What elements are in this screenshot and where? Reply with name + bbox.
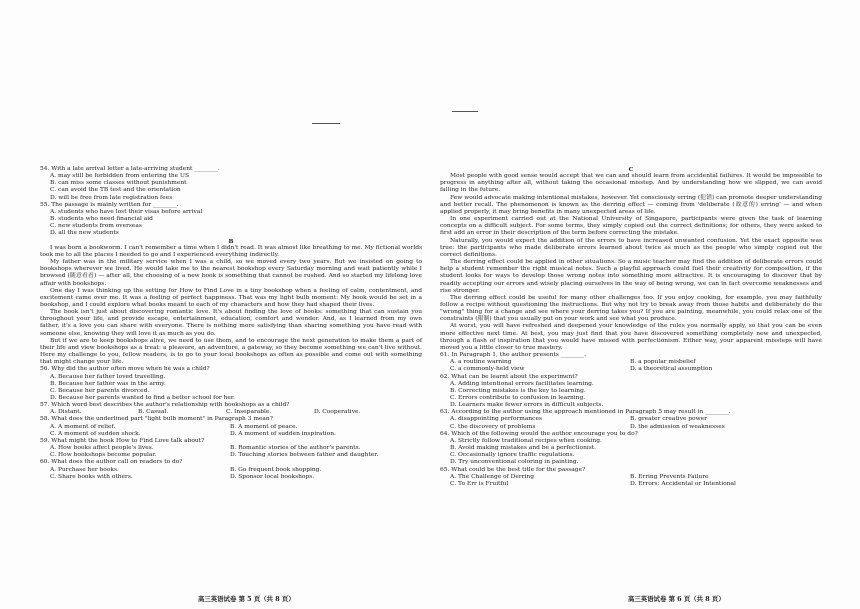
answer-option: A. students who have lost their visas before arrival <box>50 208 203 215</box>
question-stem: 60. What does the author call on readers to do? <box>40 459 183 466</box>
answer-option: C. a commonly-held view <box>450 366 525 373</box>
answer-option: A. disappointing performances <box>450 416 542 423</box>
exam-page-left <box>40 166 422 481</box>
answer-option: D. A moment of sudden inspiration. <box>230 430 336 437</box>
passage-paragraph: Most people with good sense would accept that we can and should learn from accidental failures. It would be impossible to progress in anything after all, without taking the occasional misstep. And by understanding how we slipped, we can avoid falling in the future. <box>440 173 822 194</box>
passage-paragraph: At worst, you will have refreshed and deepened your knowledge of the rules you normally apply, so that you can be even more effective next time. At best, you may just find that you have discovered something completely new and unexpected, through a flash of inspiration that you would have missed with perfectionism. Either way, your apparent missteps will have moved you a little closer to true mastery. <box>440 323 822 351</box>
answer-option: B. a popular misbelief <box>630 359 696 366</box>
question-59 <box>40 438 422 459</box>
question-stem: 64. Which of the following would the author encourage you to do? <box>440 430 638 437</box>
passage-paragraph: The derring effect could be applied in other situations. So a music teacher may find the addition of deliberate errors could help a student remember the right musical notes. Such a playful approach could fuel their creativity for composition, if the student looks for ways to develop those wrong notes into something more attractive. It is encouraging to discover that by readily accepting our errors and wisely placing ourselves in the way of being wrong, we can in fact overcome weaknesses and rise stronger. <box>440 259 822 294</box>
question-56 <box>40 366 422 402</box>
answer-option: B. Correcting mistakes is the key to learning. <box>450 387 586 394</box>
question-58 <box>40 416 422 437</box>
answer-option: D. Learners make fewer errors in difficult subjects. <box>450 402 604 409</box>
page-footer-right: 高三英语试卷 第 6 页（共 8 页） <box>628 595 725 603</box>
question-64 <box>440 431 822 467</box>
answer-option: B. Casual. <box>138 409 169 416</box>
passage-paragraph: But if we are to keep bookshops alive, we need to use them, and to encourage the next generation to make them a part of their life and view bookshops as a treat: a pleasure, an adventure, a gateway, so they become something we can't live without. Here my challenge to you, fellow readers, is to go to your local bookshops as often as possible and come out with something that might change your life. <box>40 337 422 366</box>
answer-option: C. Occasionally ignore traffic regulations. <box>450 452 575 459</box>
passage-paragraph: I was born a bookworm. I can't remember a time when I didn't read. It was almost like breathing to me. My fictional worlds took me to all the places I needed to go and I experienced everything indirectly. <box>40 244 422 258</box>
page-footer-left: 高三英语试卷 第 5 页（共 8 页） <box>198 595 295 603</box>
answer-option: A. Strictly follow traditional recipes when cooking. <box>450 437 602 444</box>
answer-option-row <box>440 481 822 488</box>
question-stem: 61. In Paragraph 1, the author presents ________. <box>440 352 587 359</box>
question-stem: 54. With a late arrival letter a late-arriving student ________. <box>40 166 220 172</box>
answer-option: D. all the new students <box>50 230 119 237</box>
answer-option: A. Because her father loved travelling. <box>50 373 166 380</box>
question-60 <box>40 459 422 480</box>
answer-option: B. can miss some classes without punishment <box>50 180 187 187</box>
answer-option: C. new students from overseas <box>50 223 142 230</box>
answer-option: D. the admission of weaknesses <box>630 423 725 430</box>
answer-option-row <box>440 359 822 366</box>
answer-option: C. Share books with others. <box>50 473 133 480</box>
exam-page-right <box>440 166 822 488</box>
answer-option-row <box>40 474 422 481</box>
question-65 <box>440 467 822 488</box>
pencil-mark <box>452 111 478 112</box>
answer-option: D. Cooperative. <box>314 409 361 416</box>
answer-option: A. A moment of relief. <box>50 423 116 430</box>
question-stem: 59. What might the book How to Find Love talk about? <box>40 437 205 444</box>
answer-option: D. Sponsor local bookshops. <box>230 473 315 480</box>
passage-paragraph: The book isn't just about discovering romantic love. It's about finding the love of books: something that can sustain you throughout your life, and provide escape, entertainment, education, comfort and wonder. And, as I learned from my own father, it's a love you can share with everyone. There is nothing more satisfying than sharing something you have read with someone else, knowing they will love it as much as you do. <box>40 309 422 337</box>
answer-option-row <box>40 431 422 438</box>
answer-option: B. Because her father was in the army. <box>50 380 166 387</box>
answer-option: D. will be free from late registration fees <box>50 194 173 201</box>
answer-option-row <box>40 409 422 416</box>
section-heading-b: B <box>228 237 234 245</box>
answer-option: D. Errors: Accidental or Intentional <box>630 480 736 487</box>
answer-option: D. Because her parents wanted to find a better school for her. <box>50 395 235 401</box>
answer-option: D. Touching stories between father and daughter. <box>230 452 379 459</box>
question-stem: 57. Which word best describes the author's relationship with bookshops as a child? <box>40 402 290 409</box>
question-stem: 63. According to the author using the approach mentioned in Paragraph 5 may result in ________. <box>440 409 731 416</box>
passage-c <box>440 173 822 352</box>
answer-option: C. the discovery of problems <box>450 423 536 430</box>
answer-option-row <box>440 366 822 373</box>
answer-option: A. a routine warning <box>450 359 512 366</box>
answer-option: B. Avoid making mistakes and be a perfectionist. <box>450 445 597 452</box>
answer-option-row <box>40 424 422 431</box>
answer-option: A. Purchase her books. <box>50 466 119 473</box>
answer-option: C. can avoid the TB test and the orientation <box>50 187 181 194</box>
passage-b <box>40 245 422 367</box>
answer-option-row <box>440 474 822 481</box>
question-63 <box>440 409 822 430</box>
question-stem: 55. The passage is mainly written for ________. <box>40 201 179 208</box>
answer-option-row <box>440 424 822 431</box>
question-62 <box>440 374 822 410</box>
answer-option: B. greater creative power <box>630 416 707 423</box>
answer-option: D. Try unconventional coloring in painting. <box>450 459 579 466</box>
answer-option: A. Adding intentional errors facilitates learning. <box>450 380 594 387</box>
passage-paragraph: One day I was thinking up the setting for How to Find Love in a tiny bookshop when a feeling of calm, contentment, and excitement came over me. It was a feeling of perfect happiness. That was my light bulb moment: My book would be set in a bookshop, and I could explore what books meant to each of my characters and how they had shaped their lives. <box>40 287 422 308</box>
answer-option-row <box>40 452 422 459</box>
answer-option: B. Erring Prevents Failure <box>630 473 709 480</box>
answer-option: B. students who need financial aid <box>50 216 153 223</box>
answer-option: C. Because her parents divorced. <box>50 387 150 394</box>
answer-option: D. a theoretical assumption <box>630 366 713 373</box>
answer-option: B. Go frequent book shopping. <box>230 466 322 473</box>
answer-option: C. Inseparable. <box>226 409 272 416</box>
answer-option: C. A moment of sudden shock. <box>50 430 141 437</box>
answer-option-row <box>440 416 822 423</box>
answer-option: A. The Challenge of Derring <box>450 473 534 480</box>
answer-option: C. How bookshops become popular. <box>50 452 157 459</box>
answer-option: C. Errors contribute to confusion in learning. <box>450 395 586 401</box>
answer-option: B. A moment of peace. <box>230 423 298 430</box>
answer-option: A. may still be forbidden from entering the US <box>50 173 190 180</box>
answer-option: A. Distant. <box>50 409 82 416</box>
answer-option-row <box>40 467 422 474</box>
question-stem: 62. What can be learnt about the experiment? <box>440 373 578 380</box>
section-heading-c: C <box>628 166 634 173</box>
question-55 <box>40 202 422 238</box>
answer-option-row <box>40 445 422 452</box>
question-57 <box>40 402 422 416</box>
question-stem: 58. What does the underlined part "light bulb moment" in Paragraph 3 mean? <box>40 416 273 423</box>
answer-option: C. To Err is Fruitful <box>450 480 509 487</box>
question-54 <box>40 166 422 202</box>
question-stem: 65. What could be the best title for the passage? <box>440 466 586 473</box>
question-stem: 56. Why did the author often move when he was a child? <box>40 366 210 373</box>
answer-option: B. Romantic stories of the author's parents. <box>230 445 361 452</box>
question-61 <box>440 352 822 373</box>
passage-paragraph: In one experiment carried out at the National University of Singapore, participants were given the task of learning concepts on a difficult subject. For some terms, they simply copied out the correct definitions; for others, they were asked to first add an error in their description of the term before correcting the mistake. <box>440 216 822 237</box>
passage-paragraph: Naturally, you would expect the addition of the errors to have increased unwanted confusion. Yet the exact opposite was true: the participants who made deliberate errors learned about twice as much as the people who simply copied out the correct definitions. <box>440 237 822 258</box>
answer-option: A. How books affect people's lives. <box>50 445 154 452</box>
passage-paragraph: Few would advocate making intentional mistakes, however. Yet consciously erring (犯错) can promote deeper understanding and better recall. The phenomenon is known as the derring effect — coming from 'deliberate (故意的) erring' — and when applied properly, it may bring benefits in many unexpected areas of life. <box>440 194 822 215</box>
pencil-mark <box>312 123 340 124</box>
passage-paragraph: The derring effect could be useful for many other challenges too. If you enjoy cooking, for example, you may faithfully follow a recipe without questioning the instructions. But why not try to break away from those habits and deliberately do the "wrong" thing for a change and see where your derring takes you? If you are painting, meanwhile, you could relax one of the constraints (限制) that you usually put on your work and see what you produce. <box>440 294 822 323</box>
passage-paragraph: My father was in the military service when I was a child, so we moved every two years. But we insisted on going to bookshops wherever we lived. He would take me to the nearest bookshop every Saturday morning and wait patiently while I browsed (随意看看) — after all, the choosing of a new book is something that cannot be rushed. And so started my lifelong love affair with bookshops. <box>40 259 422 287</box>
